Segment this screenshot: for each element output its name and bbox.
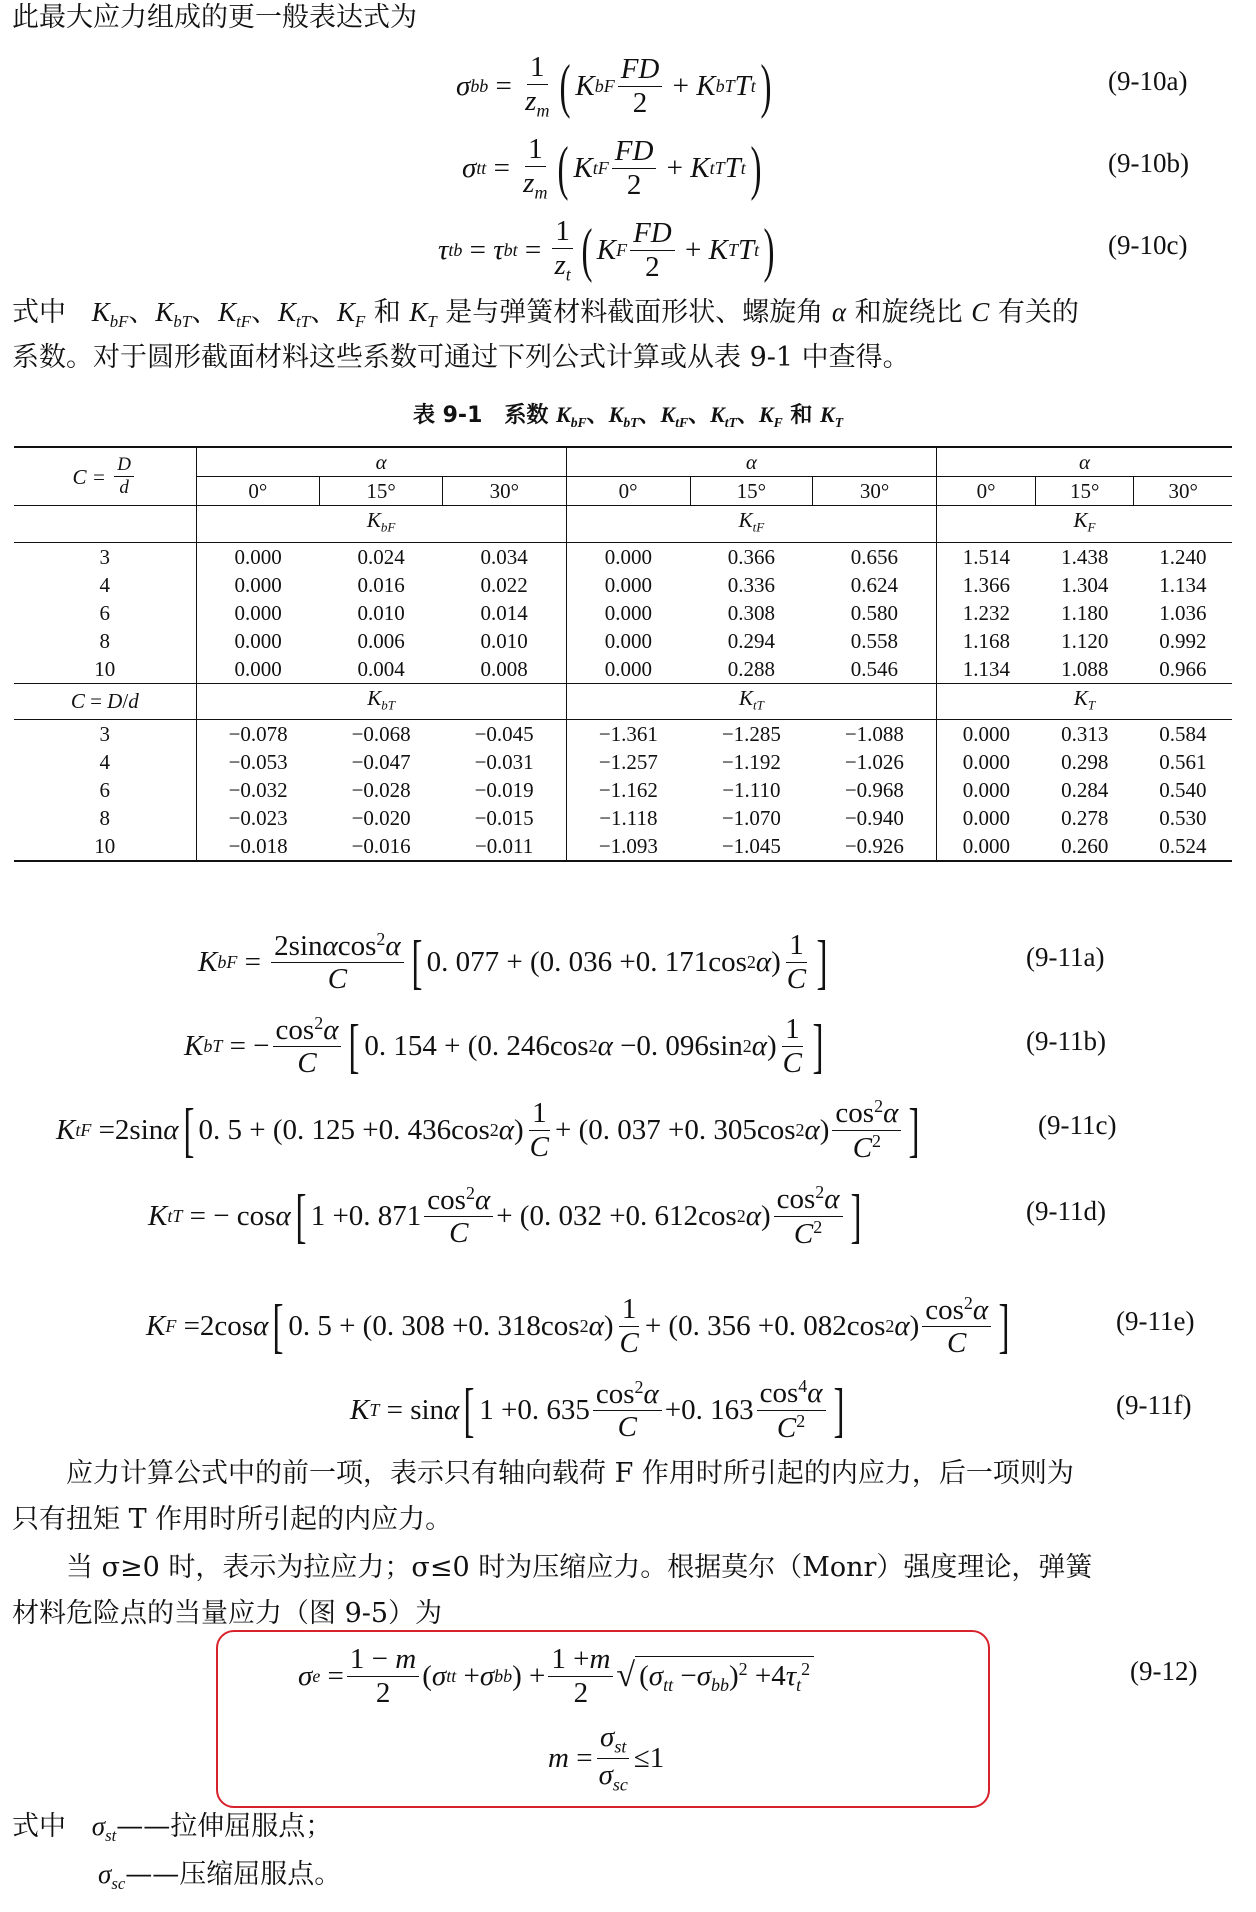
equation-number: (9-12) <box>1130 1656 1198 1686</box>
table-cell: 0.558 <box>813 627 937 655</box>
alpha-header: α <box>937 447 1233 477</box>
table-row <box>14 832 1232 861</box>
table-cell: −0.018 <box>196 832 320 861</box>
table-cell: −0.031 <box>442 748 566 776</box>
table-bottom-body <box>14 720 1232 862</box>
angle-cell: 30° <box>813 477 937 506</box>
table-row <box>14 599 1232 627</box>
c-value-cell: 3 <box>14 542 196 571</box>
equation-9-10a: σ bb = $\frac{1}{z_m}$ ( K bF $\frac{FD}{2}$ + K bT T t ) <box>456 51 772 120</box>
table-cell: 0.022 <box>442 571 566 599</box>
equation-number: (9-11c) <box>1038 1110 1117 1140</box>
table-cell: 0.546 <box>813 655 937 684</box>
table-row <box>14 542 1232 571</box>
table-cell: −0.068 <box>351 722 411 747</box>
table-cell: −1.162 <box>598 778 658 803</box>
paragraph-3-line2: 材料危险点的当量应力（图 9-5）为 <box>12 1598 443 1629</box>
c-value-cell: 6 <box>14 776 196 804</box>
table-cell: −1.361 <box>598 722 658 747</box>
angle-cell: 0° <box>566 477 690 506</box>
alpha-header: α <box>196 447 566 477</box>
c-value-cell: 4 <box>14 748 196 776</box>
definition-st: 式中 $\sigma_{st}——$拉伸屈服点； <box>12 1811 333 1845</box>
c-value-cell: 8 <box>14 627 196 655</box>
angle-cell: 30° <box>442 477 566 506</box>
equation-9-10b: σ tt = $\frac{1}{z_m}$ ( K tF $\frac{FD}{2}$ + K tT T t ) <box>462 133 762 202</box>
table-cell: 1.438 <box>1061 544 1109 569</box>
table-cell: 0.010 <box>357 600 405 625</box>
table-cell: 0.000 <box>962 750 1010 775</box>
table-cell: 0.000 <box>962 778 1010 803</box>
c-label-top: C = $\frac{D}{d}$ <box>14 447 196 506</box>
equation-9-10c: τ tb = τ bt = $\frac{1}{z_t}$ ( K F $\frac{FD}{2}$ + K T T t ) <box>438 215 775 284</box>
equation-number: (9-11e) <box>1116 1306 1195 1336</box>
equation-9-11d: K tT = − cos α [ 1 +0. 871 $\frac{\cos^2\alpha}{C}$ + (0. 032 +0. 612cos 2 α ) $\frac{\cos^2\alpha}{C^2}$ ] <box>148 1182 861 1250</box>
equation-m-ratio: m = $\frac{\sigma_{st}}{\sigma_{sc}}$ ≤1 <box>548 1721 665 1794</box>
table-cell: 0.034 <box>442 542 566 571</box>
table-cell: −0.926 <box>813 832 937 861</box>
table-cell: 0.024 <box>357 544 405 569</box>
table-cell: −0.028 <box>351 778 411 803</box>
angle-cell: 30° <box>1134 477 1232 506</box>
table-cell: −1.118 <box>599 806 658 831</box>
table-cell: 1.232 <box>962 600 1010 625</box>
paragraph-2-line1: 应力计算公式中的前一项，表示只有轴向载荷 F 作用时所引起的内应力，后一项则为 <box>66 1458 1074 1489</box>
table-cell: −0.045 <box>442 720 566 749</box>
c-value-cell: 10 <box>14 655 196 684</box>
group-label-kbt: $K_{bT}$ <box>196 683 566 720</box>
equation-9-11c: K tF =2sin α [ 0. 5 + (0. 125 +0. 436cos 2 α ) $\frac{1}{C}$ + (0. 037 +0. 305cos 2 α ) $\frac{\cos^2\alpha}{C^2}$ ] <box>56 1096 920 1164</box>
table-cell: 0.540 <box>1159 778 1207 803</box>
table-cell: −0.968 <box>813 776 937 804</box>
table-cell: 1.180 <box>1061 600 1109 625</box>
angle-cell: 15° <box>1036 477 1134 506</box>
c-value-cell: 3 <box>14 720 196 749</box>
table-cell: 0.584 <box>1159 722 1207 747</box>
table-cell: 0.000 <box>234 600 282 625</box>
table-cell: 1.366 <box>962 572 1010 597</box>
c-value-cell: 8 <box>14 804 196 832</box>
table-cell: −0.020 <box>351 806 411 831</box>
table-cell: 0.016 <box>357 572 405 597</box>
table-cell: −0.016 <box>320 832 443 861</box>
table-cell: 1.120 <box>1061 628 1109 653</box>
equation-number: (9-10a) <box>1108 66 1188 96</box>
table-cell: 1.240 <box>1159 544 1207 569</box>
table-cell: 0.010 <box>442 627 566 655</box>
table-cell: 0.000 <box>604 544 652 569</box>
equation-number: (9-11f) <box>1116 1390 1192 1420</box>
equation-number: (9-11a) <box>1026 942 1105 972</box>
angle-cell: 0° <box>196 477 320 506</box>
table-cell: 0.580 <box>813 599 937 627</box>
angle-cell: 15° <box>320 477 443 506</box>
table-cell: −1.192 <box>721 750 781 775</box>
alpha-header: α <box>566 447 936 477</box>
table-cell: 0.561 <box>1159 750 1207 775</box>
group-label-row-bottom <box>14 683 1232 720</box>
table-cell: 1.134 <box>1159 572 1207 597</box>
table-cell: −0.032 <box>228 778 288 803</box>
c-value-cell: 10 <box>14 832 196 861</box>
table-cell: −0.011 <box>442 832 566 861</box>
equation-9-11e: K F =2cos α [ 0. 5 + (0. 308 +0. 318cos 2 α ) $\frac{1}{C}$ + (0. 356 +0. 082cos 2 α ) $\frac{\cos^2\alpha}{C}$ ] <box>146 1292 1010 1359</box>
table-cell: −1.088 <box>813 720 937 749</box>
table-row <box>14 776 1232 804</box>
table-cell: 0.000 <box>604 656 652 681</box>
intro-text: 此最大应力组成的更一般表达式为 <box>12 2 417 33</box>
equation-number: (9-10b) <box>1108 148 1189 178</box>
table-cell: −1.026 <box>813 748 937 776</box>
table-cell: 1.168 <box>962 628 1010 653</box>
group-label-row <box>14 506 1232 543</box>
table-cell: −1.285 <box>721 722 781 747</box>
equation-9-11a: K bF = $\frac{2\sin\alpha\cos^2\alpha}{C}$ [ 0. 077 + (0. 036 +0. 171cos 2 α ) $\frac{1}{C}$ ] <box>198 928 828 995</box>
table-cell: 0.000 <box>234 656 282 681</box>
table-cell: −1.110 <box>722 778 781 803</box>
equation-number: (9-10c) <box>1108 230 1188 260</box>
table-cell: 0.308 <box>727 600 775 625</box>
table-cell: −0.015 <box>442 804 566 832</box>
coef-paragraph-line1: 式中 $K_{bF}$、$K_{bT}$、$K_{tF}$、$K_{tT}$、$K_F$ 和 $K_T$ 是与弹簧材料截面形状、螺旋角 α 和旋绕比 C 有关的 <box>12 297 1079 331</box>
table-top-body <box>14 542 1232 683</box>
table-cell: 0.313 <box>1061 722 1109 747</box>
table-cell: 0.530 <box>1159 806 1207 831</box>
coefficient-table <box>14 446 1232 862</box>
table-cell: −0.023 <box>228 806 288 831</box>
equation-9-11f: K T = sin α [ 1 +0. 635 $\frac{\cos^2\alpha}{C}$ +0. 163 $\frac{\cos^4\alpha}{C^2}$ ] <box>350 1376 845 1444</box>
table-cell: 0.000 <box>604 600 652 625</box>
c-value-cell: 4 <box>14 571 196 599</box>
table-cell: 0.008 <box>442 655 566 684</box>
table-cell: 0.366 <box>727 544 775 569</box>
paragraph-3-line1: 当 σ≥0 时，表示为拉应力；σ≤0 时为压缩应力。根据莫尔（Monr）强度理论，弹簧 <box>66 1552 1093 1583</box>
table-cell: 0.000 <box>234 544 282 569</box>
table-cell: 0.000 <box>937 832 1036 861</box>
coef-paragraph-line2: 系数。对于圆形截面材料这些系数可通过下列公式计算或从表 9-1 中查得。 <box>12 342 910 373</box>
table-cell: −0.053 <box>228 750 288 775</box>
table-cell: 0.000 <box>962 806 1010 831</box>
table-cell: 0.278 <box>1061 806 1109 831</box>
equation-number: (9-11d) <box>1026 1196 1106 1226</box>
table-cell: 1.036 <box>1159 600 1207 625</box>
angle-cell: 0° <box>937 477 1036 506</box>
table-cell: 0.992 <box>1159 628 1207 653</box>
table-cell: −0.078 <box>228 722 288 747</box>
table-cell: 0.288 <box>727 656 775 681</box>
table-cell: 0.284 <box>1061 778 1109 803</box>
table-caption: 表 9-1 系数 $K_{bF}$、$K_{bT}$、$K_{tF}$、$K_{tT}$、$K_F$ 和 $K_T$ <box>412 402 844 430</box>
angle-row <box>14 477 1232 506</box>
group-label-kt: $K_T$ <box>937 683 1233 720</box>
table-cell: 0.000 <box>234 628 282 653</box>
equation-9-12: σ e = $\frac{1 - m}{2}$ ( σ tt + σ bb ) + $\frac{1 +m}{2}$ √ $(\sigma_{tt} -\sigma_{bb})^2 +4\tau_t^2$ <box>298 1636 814 1716</box>
table-row <box>14 627 1232 655</box>
table-cell: 0.014 <box>442 599 566 627</box>
table-cell: −1.257 <box>598 750 658 775</box>
table-cell: 0.294 <box>727 628 775 653</box>
table-cell: −1.070 <box>721 806 781 831</box>
table-cell: 0.260 <box>1036 832 1134 861</box>
table-cell: 0.656 <box>813 542 937 571</box>
table-cell: 1.514 <box>962 544 1010 569</box>
table-cell: 1.088 <box>1061 656 1109 681</box>
table-cell: 0.004 <box>357 656 405 681</box>
table-row <box>14 720 1232 749</box>
table-row <box>14 748 1232 776</box>
definition-sc: $\sigma_{sc}——$压缩屈服点。 <box>98 1859 342 1893</box>
table-cell: −1.093 <box>566 832 690 861</box>
table-cell: −0.047 <box>351 750 411 775</box>
table-cell: 1.134 <box>962 656 1010 681</box>
equation-9-11b: K bT = − $\frac{\cos^2\alpha}{C}$ [ 0. 154 + (0. 246cos 2 α −0. 096sin 2 α ) $\frac{1}{C}$ ] <box>184 1012 824 1079</box>
c-label-bottom: C = D/d <box>14 683 196 720</box>
table-cell: 1.304 <box>1061 572 1109 597</box>
table-cell: −1.045 <box>690 832 813 861</box>
table-cell: 0.000 <box>962 722 1010 747</box>
table-cell: 0.000 <box>234 572 282 597</box>
group-label-ktt: $K_{tT}$ <box>566 683 936 720</box>
table-row <box>14 804 1232 832</box>
table-row <box>14 655 1232 684</box>
table-cell: 0.336 <box>727 572 775 597</box>
paragraph-2-line2: 只有扭矩 T 作用时所引起的内应力。 <box>12 1504 453 1535</box>
table-cell: 0.966 <box>1159 656 1207 681</box>
table-cell: 0.000 <box>604 628 652 653</box>
group-label-ktf: $K_{tF}$ <box>566 506 936 543</box>
angle-cell: 15° <box>690 477 813 506</box>
group-label-kf: $K_F$ <box>937 506 1233 543</box>
table-cell: 0.524 <box>1134 832 1232 861</box>
table-header-row <box>14 447 1232 477</box>
group-label-kbf: $K_{bF}$ <box>196 506 566 543</box>
table-cell: 0.000 <box>604 572 652 597</box>
table-cell: −0.940 <box>813 804 937 832</box>
table-cell: −0.019 <box>442 776 566 804</box>
table-cell: 0.624 <box>813 571 937 599</box>
table-cell: 0.006 <box>357 628 405 653</box>
table-cell: 0.298 <box>1061 750 1109 775</box>
equation-number: (9-11b) <box>1026 1026 1106 1056</box>
c-value-cell: 6 <box>14 599 196 627</box>
table-row <box>14 571 1232 599</box>
